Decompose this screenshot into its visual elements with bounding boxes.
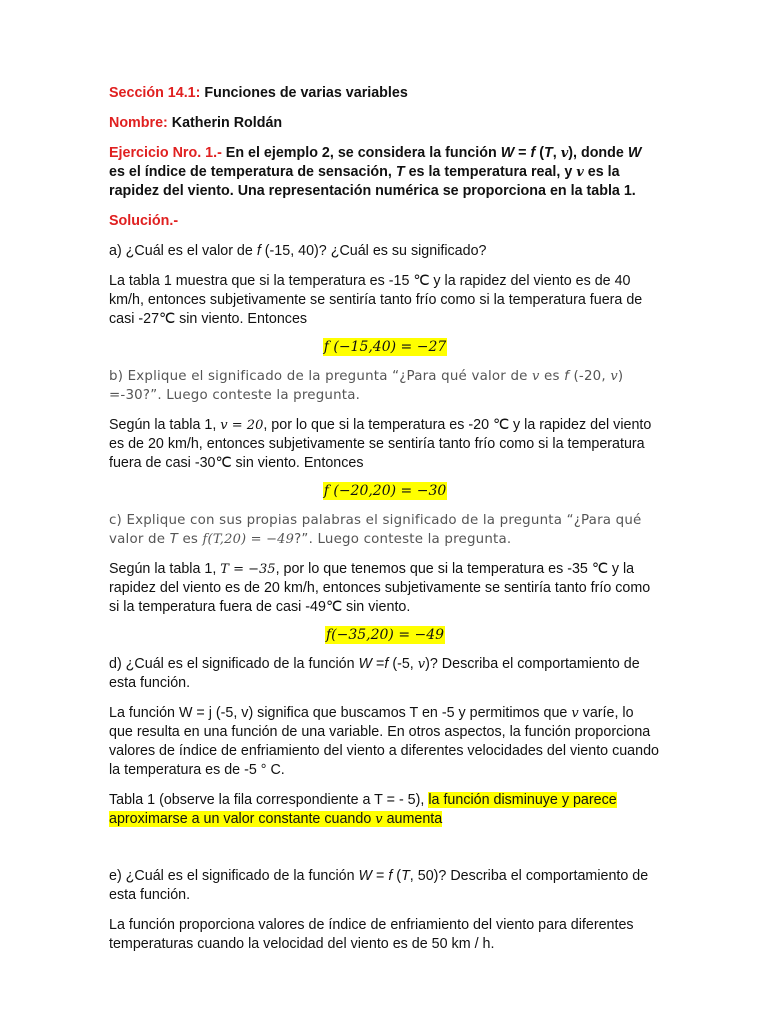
question-text: a) ¿Cuál es el valor de <box>109 243 257 259</box>
question-text: f <box>388 868 393 884</box>
solution-label: Solución.- <box>109 213 179 229</box>
answer-text: varíe, lo que resulta en una función de una variable. En otros aspectos, la función proporciona valores de índice de enfriamiento del viento a diferentes velocidades del viento cuando la temperatura es de -5 ° C. <box>109 705 659 778</box>
equation-a: f (−15,40) = −27 <box>323 339 447 355</box>
exercise-text: En el ejemplo 2, se considera la función <box>221 145 501 161</box>
question-text: T <box>401 868 410 884</box>
question-b <box>109 367 661 405</box>
question-text: )? Describa el comportamiento de esta función. <box>109 656 640 691</box>
section-title: Funciones de varias variables <box>200 85 408 101</box>
student-name-line <box>109 114 661 133</box>
exercise-text: ( <box>535 145 544 161</box>
question-text: f <box>564 369 570 384</box>
observation-text: aumenta <box>382 811 443 827</box>
question-text: T <box>169 532 178 547</box>
question-text: (-5, <box>388 656 418 672</box>
exercise-text: f <box>530 145 536 161</box>
question-text: v <box>610 369 618 384</box>
question-text: , 50)? Describa el comportamiento de esta función. <box>109 868 649 903</box>
question-text: v <box>532 369 540 384</box>
exercise-text: es el índice de temperatura de sensación, <box>109 164 396 180</box>
observation-text: Tabla 1 (observe la fila correspondiente a T = - 5), <box>109 792 429 808</box>
exercise-text: W <box>627 145 642 161</box>
question-text: ) =-30?”. Luego conteste la pregunta. <box>109 369 624 403</box>
answer-text: v <box>571 706 579 721</box>
name-value: Katherin Roldán <box>167 115 283 131</box>
question-text: c) Explique con sus propias palabras el significado de la pregunta “¿Para qué valor de <box>109 513 642 547</box>
exercise-text: ), donde <box>568 145 628 161</box>
equation-c: f(−35,20) = −49 <box>325 627 445 643</box>
question-text: b) Explique el significado de la pregunta “¿Para qué valor de <box>109 369 533 384</box>
question-d <box>109 655 661 693</box>
question-text: f <box>256 243 261 259</box>
exercise-text: = <box>514 145 531 161</box>
question-e <box>109 867 661 905</box>
answer-text: Según la tabla 1, <box>109 561 221 577</box>
exercise-statement <box>109 144 661 201</box>
question-text: v <box>417 657 426 672</box>
equation-a-line <box>109 338 661 357</box>
question-c <box>109 511 661 549</box>
answer-text: Según la tabla 1, <box>109 417 221 433</box>
answer-e: La función proporciona valores de índice de enfriamiento del viento para diferentes temperaturas cuando la velocidad del viento es de 50 km / h. <box>109 917 634 952</box>
exercise-text: v <box>560 146 569 161</box>
question-text: es <box>539 369 565 384</box>
section-heading <box>109 84 661 103</box>
answer-d <box>109 704 661 780</box>
answer-a: La tabla 1 muestra que si la temperatura es -15 ℃ y la rapidez del viento es de 40 km/h, entonces subjetivamente se sentiría tanto frío como si la temperatura fuera de casi -27℃ sin viento. Entonces <box>109 273 643 327</box>
equation-c-line <box>109 626 661 645</box>
exercise-text: T <box>395 164 405 180</box>
exercise-text: W <box>500 145 515 161</box>
question-text: f(T,20) = −49 <box>202 532 295 547</box>
exercise-text: T <box>544 145 553 161</box>
answer-text: , por lo que tenemos que si la temperatura es -35 ℃ y la rapidez del viento es de 20 km/h, entonces subjetivamente se sentiría tanto frío como si la temperatura fuera de casi -49℃ sin viento. <box>109 561 651 615</box>
answer-b <box>109 416 661 473</box>
exercise-text: , <box>552 145 561 161</box>
answer-text: v = 20 <box>220 418 264 433</box>
answer-c <box>109 560 661 617</box>
question-text: ( <box>392 868 402 884</box>
equation-b: f (−20,20) = −30 <box>323 483 447 499</box>
answer-text: , por lo que si la temperatura es -20 ℃ y la rapidez del viento es de 20 km/h, entonces subjetivamente se sentiría tanto frío como si la temperatura fuera de casi -30℃ sin viento. Entonces <box>109 417 652 471</box>
question-text: ?”. Luego conteste la pregunta. <box>294 532 512 547</box>
question-text: (-15, 40)? ¿Cuál es su significado? <box>260 243 487 259</box>
answer-text: T = −35 <box>220 562 276 577</box>
observation-text: la función disminuye y parece aproximarse a un valor constante cuando <box>109 792 617 827</box>
observation-text: v <box>375 812 383 827</box>
answer-text: La función W = j (-5, v) significa que buscamos T en -5 y permitimos que <box>109 705 572 721</box>
question-text: W <box>358 868 373 884</box>
exercise-text: es la temperatura real, y <box>404 164 577 180</box>
question-text: e) ¿Cuál es el significado de la función <box>109 868 359 884</box>
question-text: = <box>372 868 389 884</box>
question-text: (-20, <box>569 369 611 384</box>
name-label: Nombre: <box>109 115 168 131</box>
section-label: Sección 14.1: <box>109 85 201 101</box>
exercise-label: Ejercicio Nro. 1.- <box>109 145 222 161</box>
exercise-text: v <box>576 165 584 180</box>
question-text: W <box>358 656 373 672</box>
question-text: es <box>178 532 203 547</box>
document-page <box>109 84 661 965</box>
exercise-text: es la rapidez del viento. Una representación numérica se proporciona en la tabla 1. <box>109 164 636 199</box>
question-a <box>109 242 661 261</box>
equation-b-line <box>109 482 661 501</box>
question-text: d) ¿Cuál es el significado de la función <box>109 656 359 672</box>
table-observation <box>109 791 661 829</box>
question-text: = <box>372 656 385 672</box>
question-text: f <box>384 656 389 672</box>
